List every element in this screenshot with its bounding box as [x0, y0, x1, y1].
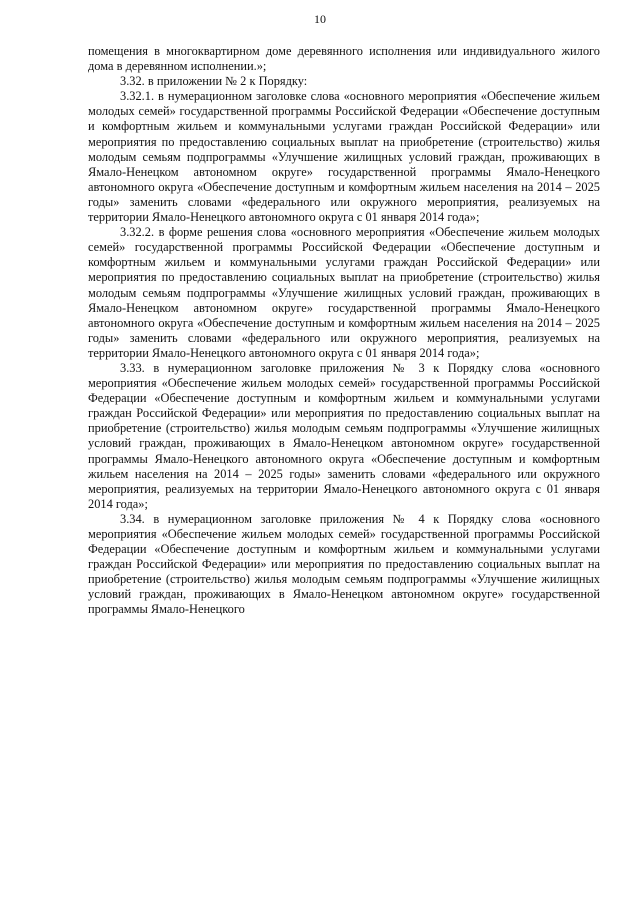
- paragraph-3-34: 3.34. в нумерационном заголовке приложения № 4 к Порядку слова «основного мероприятия «Обеспечение жильем молодых семей» государственной программы Российской Федерации «Обеспечение доступным и комфортным жильем и коммунальными услугами граждан Российской Федерации» или мероприятия по предоставлению социальных выплат на приобретение (строительство) жилья молодым семьям подпрограммы «Улучшение жилищных условий граждан, проживающих в Ямало-Ненецком автономном округе» государственной программы Ямало-Ненецкого: [88, 511, 600, 617]
- paragraph-3-32: 3.32. в приложении № 2 к Порядку:: [120, 74, 308, 89]
- paragraph-3-32-2: 3.32.2. в форме решения слова «основного мероприятия «Обеспечение жильем молодых семей» государственной программы Российской Федерации «Обеспечение доступным и комфортным жильем и коммунальными услугами граждан Российской Федерации» или мероприятия по предоставлению социальных выплат на приобретение (строительство) жилья молодым семьям подпрограммы «Улучшение жилищных условий граждан, проживающих в Ямало-Ненецком автономном округе» государственной программы Ямало-Ненецкого автономного округа «Обеспечение доступным и комфортным жильем населения на 2014 – 2025 годы» заменить словами «федерального или окружного мероприятия, реализуемых на территории Ямало-Ненецкого автономного округа с 01 января 2014 года»;: [88, 225, 600, 360]
- page-number: 10: [314, 12, 326, 26]
- paragraph-continuation: помещения в многоквартирном доме деревянного исполнения или индивидуального жилого дома в деревянном исполнении.»;: [88, 44, 600, 74]
- document-body: [88, 44, 600, 618]
- paragraph-3-32-1: 3.32.1. в нумерационном заголовке слова «основного мероприятия «Обеспечение жильем молодых семей» государственной программы Российской Федерации «Обеспечение доступным и комфортным жильем и коммунальными услугами граждан Российской Федерации» или мероприятия по предоставлению социальных выплат на приобретение (строительство) жилья молодым семьям подпрограммы «Улучшение жилищных условий граждан, проживающих в Ямало-Ненецком автономном округе» государственной программы Ямало-Ненецкого автономного округа «Обеспечение доступным и комфортным жильем населения на 2014 – 2025 годы» заменить словами «федерального или окружного мероприятия, реализуемых на территории Ямало-Ненецкого автономного округа с 01 января 2014 года»;: [88, 89, 600, 225]
- paragraph-3-33: 3.33. в нумерационном заголовке приложения № 3 к Порядку слова «основного мероприятия «Обеспечение жильем молодых семей» государственной программы Российской Федерации «Обеспечение доступным и комфортным жильем и коммунальными услугами граждан Российской Федерации» или мероприятия по предоставлению социальных выплат на приобретение (строительство) жилья молодым семьям подпрограммы «Улучшение жилищных условий граждан, проживающих в Ямало-Ненецком автономном округе» государственной программы Ямало-Ненецкого автономного округа «Обеспечение доступным и комфортным жильем населения на 2014 – 2025 годы» заменить словами «федерального или окружного мероприятия, реализуемых на территории Ямало-Ненецкого автономного округа с 01 января 2014 года»;: [88, 360, 600, 511]
